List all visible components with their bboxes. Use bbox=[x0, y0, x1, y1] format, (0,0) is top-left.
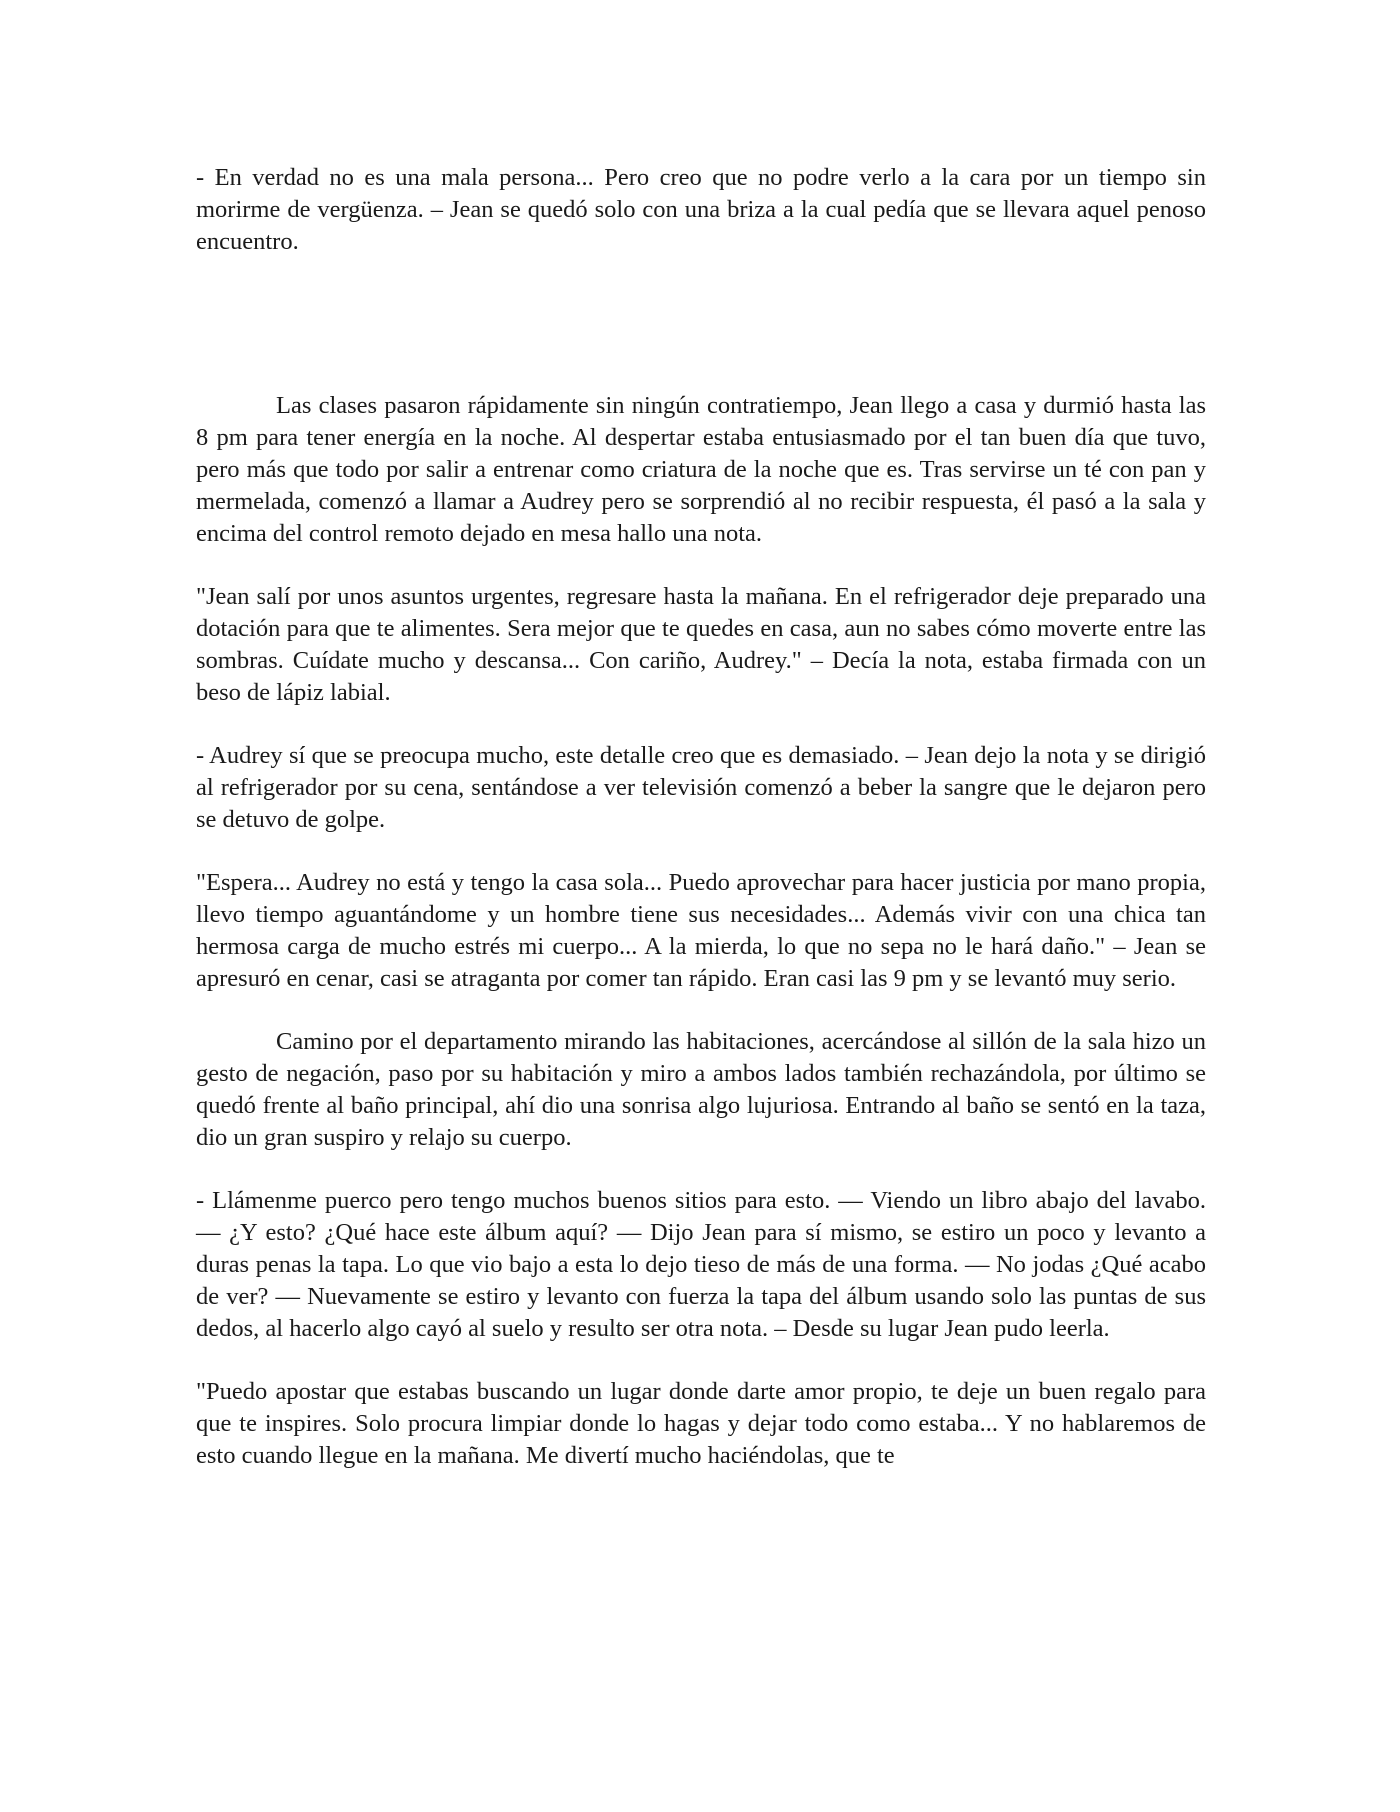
paragraph-1: - En verdad no es una mala persona... Pero creo que no podre verlo a la cara por un tiempo sin morirme de vergüenza. – Jean se quedó solo con una briza a la cual pedía que se llevara aquel penoso encuentro. bbox=[196, 164, 1206, 255]
document-body bbox=[196, 162, 1206, 1472]
paragraph-6: Camino por el departamento mirando las habitaciones, acercándose al sillón de la sala hizo un gesto de negación, paso por su habitación y miro a ambos lados también rechazándola, por último se quedó frente al baño principal, ahí dio una sonrisa algo lujuriosa. Entrando al baño se sentó en la taza, dio un gran suspiro y relajo su cuerpo. bbox=[196, 1028, 1206, 1151]
paragraph-8: "Puedo apostar que estabas buscando un lugar donde darte amor propio, te deje un buen regalo para que te inspires. Solo procura limpiar donde lo hagas y dejar todo como estaba... Y no hablaremos de esto cuando llegue en la mañana. Me divertí mucho haciéndolas, que te bbox=[196, 1378, 1206, 1469]
paragraph-7: - Llámenme puerco pero tengo muchos buenos sitios para esto. — Viendo un libro abajo del lavabo. — ¿Y esto? ¿Qué hace este álbum aquí? — Dijo Jean para sí mismo, se estiro un poco y levanto a duras penas la tapa. Lo que vio bajo a esta lo dejo tieso de más de una forma. — No jodas ¿Qué acabo de ver? — Nuevamente se estiro y levanto con fuerza la tapa del álbum usando solo las puntas de sus dedos, al hacerlo algo cayó al suelo y resulto ser otra nota. – Desde su lugar Jean pudo leerla. bbox=[196, 1187, 1206, 1342]
paragraph-3: "Jean salí por unos asuntos urgentes, regresare hasta la mañana. En el refrigerador deje preparado una dotación para que te alimentes. Sera mejor que te quedes en casa, aun no sabes cómo moverte entre las sombras. Cuídate mucho y descansa... Con cariño, Audrey." – Decía la nota, estaba firmada con un beso de lápiz labial. bbox=[196, 583, 1206, 706]
paragraph-2: Las clases pasaron rápidamente sin ningún contratiempo, Jean llego a casa y durmió hasta las 8 pm para tener energía en la noche. Al despertar estaba entusiasmado por el tan buen día que tuvo, pero más que todo por salir a entrenar como criatura de la noche que es. Tras servirse un té con pan y mermelada, comenzó a llamar a Audrey pero se sorprendió al no recibir respuesta, él pasó a la sala y encima del control remoto dejado en mesa hallo una nota. bbox=[196, 392, 1206, 547]
paragraph-5: "Espera... Audrey no está y tengo la casa sola... Puedo aprovechar para hacer justicia por mano propia, llevo tiempo aguantándome y un hombre tiene sus necesidades... Además vivir con una chica tan hermosa carga de mucho estrés mi cuerpo... A la mierda, lo que no sepa no le hará daño." – Jean se apresuró en cenar, casi se atraganta por comer tan rápido. Eran casi las 9 pm y se levantó muy serio. bbox=[196, 869, 1206, 992]
paragraph-4: - Audrey sí que se preocupa mucho, este detalle creo que es demasiado. – Jean dejo la nota y se dirigió al refrigerador por su cena, sentándose a ver televisión comenzó a beber la sangre que le dejaron pero se detuvo de golpe. bbox=[196, 742, 1206, 833]
